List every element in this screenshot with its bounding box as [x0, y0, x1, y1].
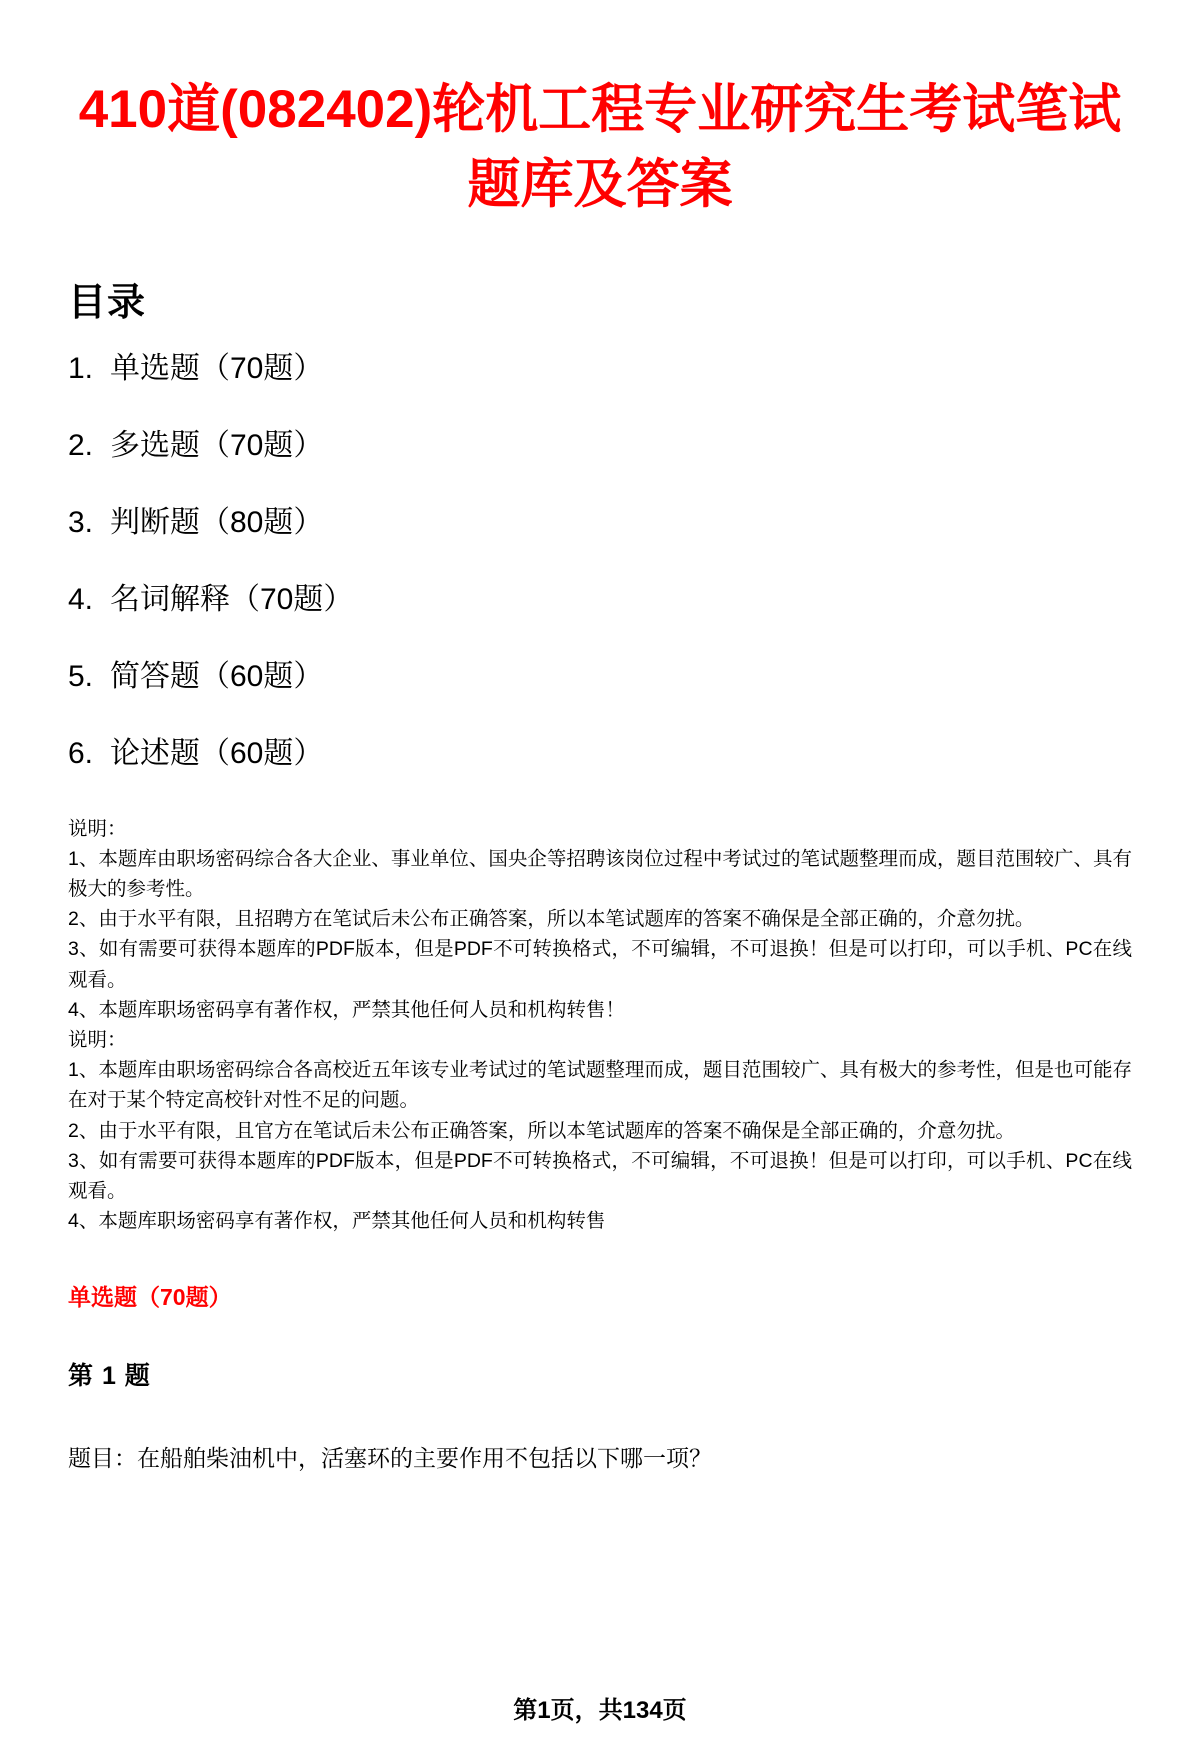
- list-item: [68, 352, 1132, 385]
- toc-item-number: 4.: [68, 582, 94, 616]
- toc-item-label: 论述题（60题）: [110, 736, 324, 770]
- toc-item-number: 3.: [68, 505, 94, 539]
- list-item: [68, 429, 1132, 462]
- toc-item-number: 2.: [68, 428, 94, 462]
- notes-heading-1: 说明：: [68, 817, 127, 840]
- toc-item-number: 6.: [68, 736, 94, 770]
- notes-line: 2、由于水平有限，且官方在笔试后未公布正确答案，所以本笔试题库的答案不确保是全部正确的，介意勿扰。: [68, 1119, 1015, 1142]
- page-footer: 第1页，共134页: [513, 1697, 687, 1724]
- question-number: 第 1 题: [68, 1361, 151, 1390]
- toc-item-number: 5.: [68, 659, 94, 693]
- notes-heading-2: 说明：: [68, 1029, 127, 1052]
- toc-item-label: 单选题（70题）: [110, 351, 324, 385]
- toc-item-label: 多选题（70题）: [110, 428, 324, 462]
- notes-line: 1、本题库由职场密码综合各大企业、事业单位、国央企等招聘该岗位过程中考试过的笔试题整理而成，题目范围较广、具有极大的参考性。: [68, 847, 1132, 900]
- toc-item-label: 名词解释（70题）: [110, 582, 354, 616]
- notes-line: 4、本题库职场密码享有著作权，严禁其他任何人员和机构转售！: [68, 998, 625, 1021]
- notes-line: 2、由于水平有限，且招聘方在笔试后未公布正确答案，所以本笔试题库的答案不确保是全部正确的，介意勿扰。: [68, 908, 1035, 931]
- page-title: 410道(082402)轮机工程专业研究生考试笔试题库及答案: [78, 80, 1122, 215]
- list-item: [68, 506, 1132, 539]
- list-item: [68, 583, 1132, 616]
- notes-section: [68, 814, 1132, 1237]
- question-text: 题目：在船舶柴油机中，活塞环的主要作用不包括以下哪一项？: [68, 1444, 712, 1471]
- toc-heading: 目录: [68, 281, 147, 324]
- list-item: [68, 660, 1132, 693]
- notes-line: 3、如有需要可获得本题库的PDF版本，但是PDF不可转换格式，不可编辑，不可退换！但是可以打印，可以手机、PC在线观看。: [68, 1149, 1132, 1203]
- list-item: [68, 737, 1132, 770]
- toc-item-number: 1.: [68, 351, 94, 385]
- toc-item-label: 简答题（60题）: [110, 659, 324, 693]
- notes-line: 1、本题库由职场密码综合各高校近五年该专业考试过的笔试题整理而成，题目范围较广、具有极大的参考性，但是也可能存在对于某个特定高校针对性不足的问题。: [68, 1059, 1132, 1112]
- notes-line: 4、本题库职场密码享有著作权，严禁其他任何人员和机构转售: [68, 1210, 606, 1233]
- section-heading: 单选题（70题）: [68, 1283, 232, 1310]
- toc-item-label: 判断题（80题）: [110, 505, 324, 539]
- table-of-contents: [68, 352, 1132, 770]
- notes-line: 3、如有需要可获得本题库的PDF版本，但是PDF不可转换格式，不可编辑，不可退换！但是可以打印，可以手机、PC在线观看。: [68, 938, 1132, 991]
